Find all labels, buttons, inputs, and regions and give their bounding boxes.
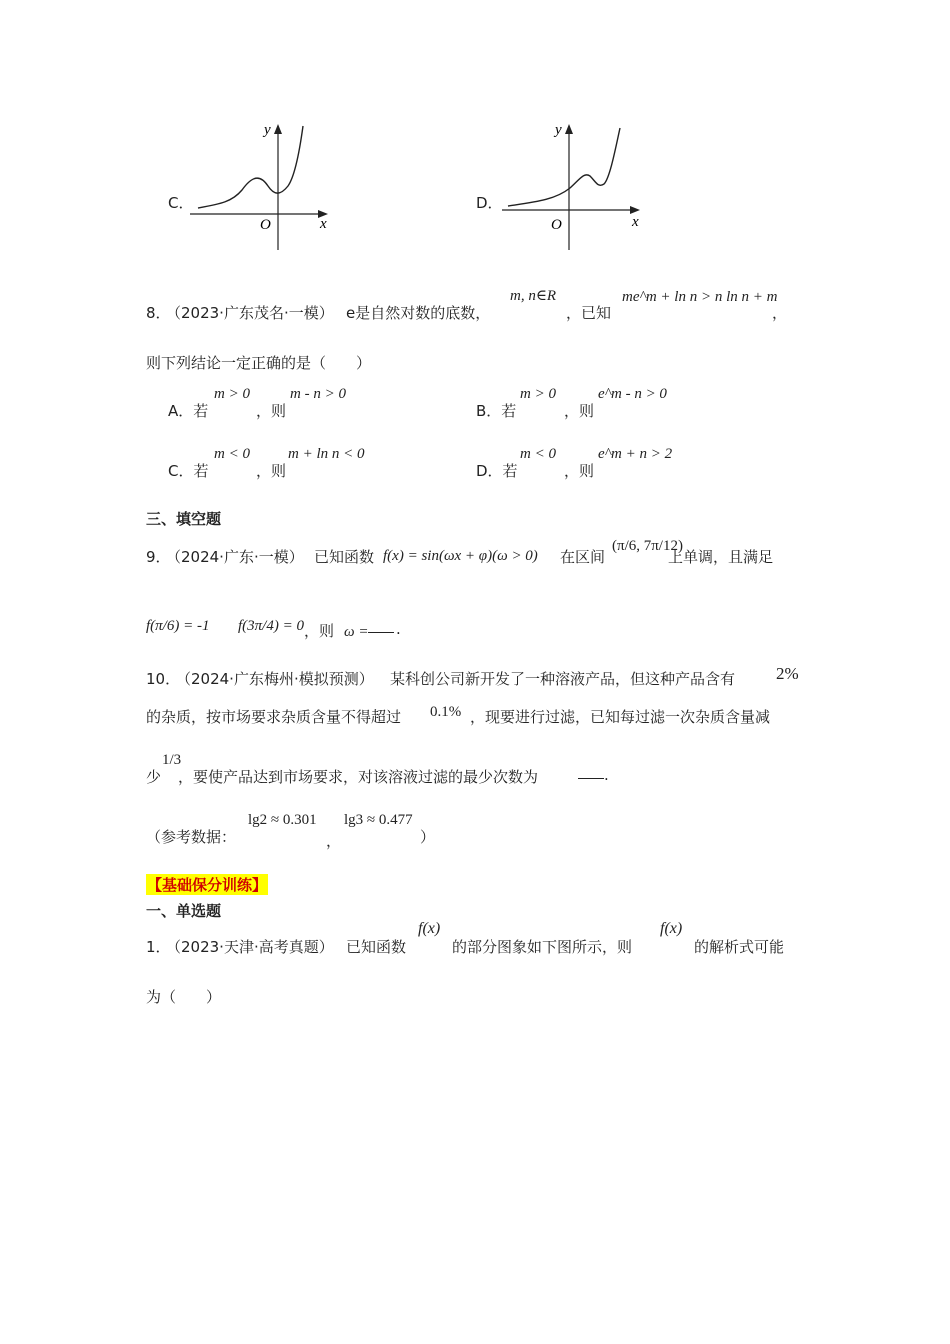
reference-close: ） [420, 828, 436, 846]
option-connector: ，则 [564, 402, 595, 420]
punctuation: . [604, 766, 609, 784]
given-inequality: me^m + ln n > n ln n + m [622, 289, 778, 305]
option-label: B．若 [476, 402, 517, 420]
x-axis-label: x [632, 214, 639, 230]
y-axis-label: y [264, 122, 271, 138]
answer-blank[interactable] [368, 620, 394, 633]
question-text: 上单调，且满足 [668, 548, 774, 566]
question-text: 已知函数 [346, 938, 407, 956]
function-curve [508, 128, 620, 206]
option-condition: m < 0 [520, 446, 556, 462]
limit-percentage: 0.1% [430, 704, 462, 720]
y-axis-arrow-icon [565, 124, 573, 134]
question-text: ，要使产品达到市场要求，对该溶液过滤的最少次数为 [178, 768, 539, 786]
option-condition: m < 0 [214, 446, 250, 462]
option-d-label: D． [476, 194, 503, 212]
option-conclusion: m + ln n < 0 [288, 446, 365, 462]
reference-lg3: lg3 ≈ 0.477 [344, 812, 413, 828]
option-conclusion: e^m - n > 0 [598, 386, 667, 402]
question-text-line2: 为（ ） [146, 988, 222, 1006]
option-connector: ，则 [256, 402, 287, 420]
function-name: f(x) [418, 920, 441, 937]
graph-c [190, 118, 340, 258]
option-connector: ，则 [256, 462, 287, 480]
question-text-line2: 则下列结论一定正确的是（ ） [146, 354, 372, 372]
option-conclusion: m - n > 0 [290, 386, 346, 402]
question-source: （2024·广东·一模） [166, 548, 304, 566]
section-tag: 【基础保分训练】 [147, 876, 268, 894]
question-source: （2023·广东茂名·一模） [166, 304, 334, 322]
question-text: 的部分图象如下图所示，则 [452, 938, 633, 956]
option-c-label: C． [168, 194, 194, 212]
function-name: f(x) [660, 920, 683, 937]
section-heading: 三、填空题 [146, 510, 222, 528]
x-axis-label: x [320, 216, 327, 232]
answer-blank[interactable] [578, 766, 604, 779]
question-text: e是自然对数的底数， [346, 304, 491, 322]
option-label: C．若 [168, 462, 209, 480]
question-text: ，现要进行过滤，已知每过滤一次杂质含量减 [470, 708, 771, 726]
origin-label: O [260, 217, 271, 233]
reference-lg2: lg2 ≈ 0.301 [248, 812, 317, 828]
question-text: ，已知 [566, 304, 612, 322]
function-formula: f(x) = sin(ωx + φ)(ω > 0) [383, 548, 538, 564]
question-number: 10． [146, 670, 181, 688]
condition-2: f(3π/4) = 0 [238, 618, 304, 634]
question-text: 在区间 [560, 548, 606, 566]
interval-formula: (π/6, 7π/12) [612, 538, 683, 554]
question-source: （2024·广东梅州·模拟预测） [176, 670, 374, 688]
origin-label: O [551, 217, 562, 233]
x-axis-arrow-icon [630, 206, 640, 214]
function-curve [198, 126, 303, 208]
option-conclusion: e^m + n > 2 [598, 446, 673, 462]
fraction: 1/3 [162, 752, 182, 768]
condition-formula: m, n∈R [510, 288, 557, 304]
punctuation: ， [326, 832, 342, 850]
punctuation: ， [772, 304, 788, 322]
question-text: 少 [146, 768, 162, 786]
question-source: （2023·天津·高考真题） [166, 938, 334, 956]
graph-d [500, 118, 650, 258]
punctuation: . [396, 620, 401, 638]
reference-open: （参考数据： [146, 828, 237, 846]
option-condition: m > 0 [214, 386, 250, 402]
option-connector: ，则 [564, 462, 595, 480]
question-number: 9． [146, 548, 171, 566]
option-label: A．若 [168, 402, 209, 420]
answer-prompt: ω = [344, 624, 369, 640]
impurity-percentage: 2% [776, 664, 799, 683]
option-label: D．若 [476, 462, 518, 480]
question-text: 已知函数 [314, 548, 375, 566]
section-heading: 一、单选题 [146, 902, 222, 920]
y-axis-arrow-icon [274, 124, 282, 134]
question-text: 的杂质，按市场要求杂质含量不得超过 [146, 708, 402, 726]
y-axis-label: y [555, 122, 562, 138]
question-number: 8． [146, 304, 171, 322]
question-number: 1． [146, 938, 171, 956]
question-text: ，则 [304, 622, 335, 640]
question-text: 某科创公司新开发了一种溶液产品，但这种产品含有 [390, 670, 736, 688]
condition-1: f(π/6) = -1 [146, 618, 210, 634]
question-text: 的解析式可能 [694, 938, 785, 956]
option-condition: m > 0 [520, 386, 556, 402]
